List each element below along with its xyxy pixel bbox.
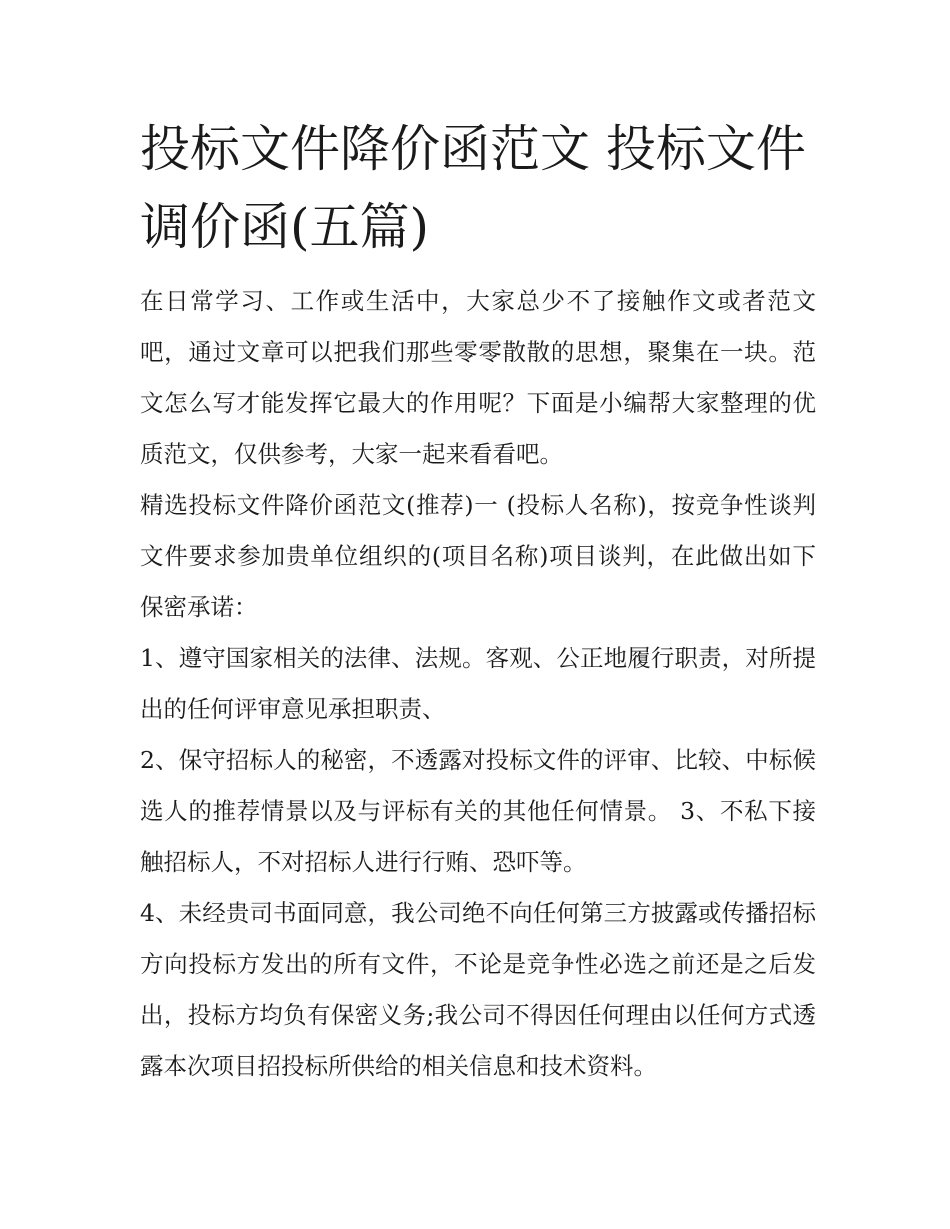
document-page [140,110,816,1092]
paragraph-item-2-3: 2、保守招标人的秘密，不透露对投标文件的评审、比较、中标候选人的推荐情景以及与评标有关的其他任何情景。 3、不私下接触招标人，不对招标人进行行贿、恐吓等。 [140,746,816,876]
paragraph-commitment-intro: 精选投标文件降价函范文(推荐)一 (投标人名称)，按竞争性谈判文件要求参加贵单位组织的(项目名称)项目谈判，在此做出如下保密承诺： [140,491,816,621]
paragraph-item-4: 4、未经贵司书面同意，我公司绝不向任何第三方披露或传播招标方向投标方发出的所有文件，不论是竞争性必选之前还是之后发出，投标方均负有保密义务;我公司不得因任何理由以任何方式透露本次项目招投标所供给的相关信息和技术资料。 [140,899,816,1080]
paragraph-intro: 在日常学习、工作或生活中，大家总少不了接触作文或者范文吧，通过文章可以把我们那些零零散散的思想，聚集在一块。范文怎么写才能发挥它最大的作用呢？下面是小编帮大家整理的优质范文，仅供参考，大家一起来看看吧。 [140,287,816,468]
document-title: 投标文件降价函范文 投标文件调价函(五篇) [140,120,806,256]
paragraph-item-1: 1、遵守国家相关的法律、法规。客观、公正地履行职责，对所提出的任何评审意见承担职责、 [140,644,816,723]
